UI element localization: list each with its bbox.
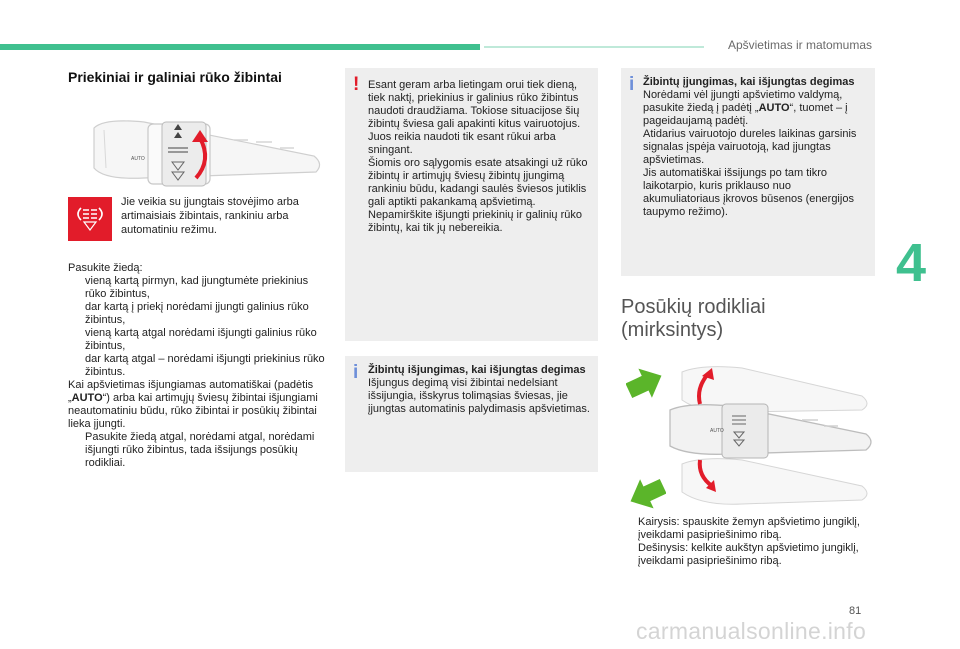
header-accent-bar	[0, 44, 480, 50]
fog-light-warning-icon	[68, 197, 112, 241]
fog-section	[68, 68, 324, 86]
bullet-marker	[68, 301, 85, 327]
bullet-marker	[68, 431, 85, 470]
list-item: dar kartą į priekį norėdami įjungti galinius rūko žibintus,	[68, 301, 326, 327]
info-icon: i	[353, 362, 359, 383]
warning-paragraph-2: Šiomis oro sąlygomis esate atsakingi už rūko žibintų ir artimųjų šviesų žibintų įjungimą rankiniu būdu, kadangi saulės šviesos jutiklis gali aptikti pakankamą apšvietimą.	[368, 157, 588, 208]
bullet-marker	[68, 275, 85, 301]
page-number: 81	[849, 605, 862, 617]
stalk-auto-label: AUTO	[710, 428, 724, 434]
info-box-lights-off	[345, 356, 598, 472]
info-box-lights-on	[621, 68, 875, 276]
info-title: Žibintų įjungimas, kai išjungtas degimas	[643, 76, 855, 88]
warning-icon: !	[353, 74, 360, 95]
info-paragraph-3: Jis automatiškai išsijungs po tam tikro laikotarpio, kuris priklauso nuo akumuliatoriaus įkrovos būsenos (energijos taupymo režimo).	[643, 167, 854, 218]
bullet-marker	[68, 327, 85, 353]
info-title: Žibintų išjungimas, kai išjungtas degimas	[368, 364, 586, 376]
bullet-marker	[621, 516, 638, 542]
list-item: vieną kartą pirmyn, kad įjungtumėte priekinius rūko žibintus,	[68, 275, 326, 301]
list-item: vieną kartą atgal norėdami išjungti galinius rūko žibintus,	[68, 327, 326, 353]
info-paragraph-2: Atidarius vairuotojo dureles laikinas garsinis signalas įspėja vairuotoją, kad įjungtas apšvietimas.	[643, 128, 857, 166]
fog-operation-note: Jie veikia su įjungtais stovėjimo arba artimaisiais žibintais, rankiniu arba automatiniu režimu.	[121, 196, 299, 236]
left-turn-arrow-icon	[626, 474, 666, 510]
turn-signal-instructions	[621, 516, 876, 568]
fog-instructions	[68, 262, 326, 470]
bullet-marker	[621, 542, 638, 568]
info-icon: i	[629, 74, 635, 95]
list-item: dar kartą atgal – norėdami išjungti priekinius rūko žibintus.	[68, 353, 326, 379]
list-item: Dešinysis: kelkite aukštyn apšvietimo jungiklį, įveikdami pasipriešinimo ribą.	[621, 542, 876, 568]
warning-box	[345, 68, 598, 341]
fog-intro: Pasukite žiedą:	[68, 262, 143, 274]
chapter-number: 4	[896, 233, 927, 293]
info-paragraph-1: Norėdami vėl įjungti apšvietimo valdymą, pasukite žiedą į padėtį „AUTO“, tuomet – į pageidaujamą padėtį.	[643, 89, 848, 127]
warning-paragraph-3: Nepamirškite išjungti priekinių ir galinių rūko žibintų, kai tik jų nebereikia.	[368, 209, 582, 234]
right-turn-arrow-icon	[626, 367, 666, 403]
bullet-marker	[68, 353, 85, 379]
list-item: Kairysis: spauskite žemyn apšvietimo jungiklį, įveikdami pasipriešinimo ribą.	[621, 516, 876, 542]
stalk-auto-label: AUTO	[131, 156, 145, 162]
fog-title: Priekiniai ir galiniai rūko žibintai	[68, 69, 282, 85]
header-accent-line	[484, 46, 704, 48]
fog-lamp-icon	[73, 204, 107, 234]
section-title: Apšvietimas ir matomumas	[727, 38, 872, 52]
warning-paragraph-1: Esant geram arba lietingam orui tiek dieną, tiek naktį, priekinius ir galinius rūko žibintus naudoti draudžiama. Tokiose situacijose šių žibintų šviesa gali apakinti kitus vairuotojus. Juos reikia naudoti tik esant rūkui arba sningant.	[368, 79, 581, 156]
info-text: Išjungus degimą visi žibintai nedelsiant išsijungia, išskyrus tolimąsias šviesas, jie įjungtas automatinis palydimasis apšvietimas.	[368, 377, 590, 415]
lighting-stalk-illustration	[84, 108, 324, 190]
list-item: Pasukite žiedą atgal, norėdami atgal, norėdami išjungti rūko žibintus, tada išsijungs posūkių rodikliai.	[68, 431, 326, 470]
auto-paragraph: Kai apšvietimas išjungiamas automatiškai (padėtis „AUTO“) arba kai artimųjų šviesų žibintai išjungiami neautomatiniu būdu, rūko žibintai ir posūkių žibintai lieka įjungti.	[68, 379, 318, 430]
turn-signals-title: Posūkių rodikliai (mirksintys)	[621, 296, 766, 341]
watermark: carmanualsonline.info	[636, 618, 867, 644]
